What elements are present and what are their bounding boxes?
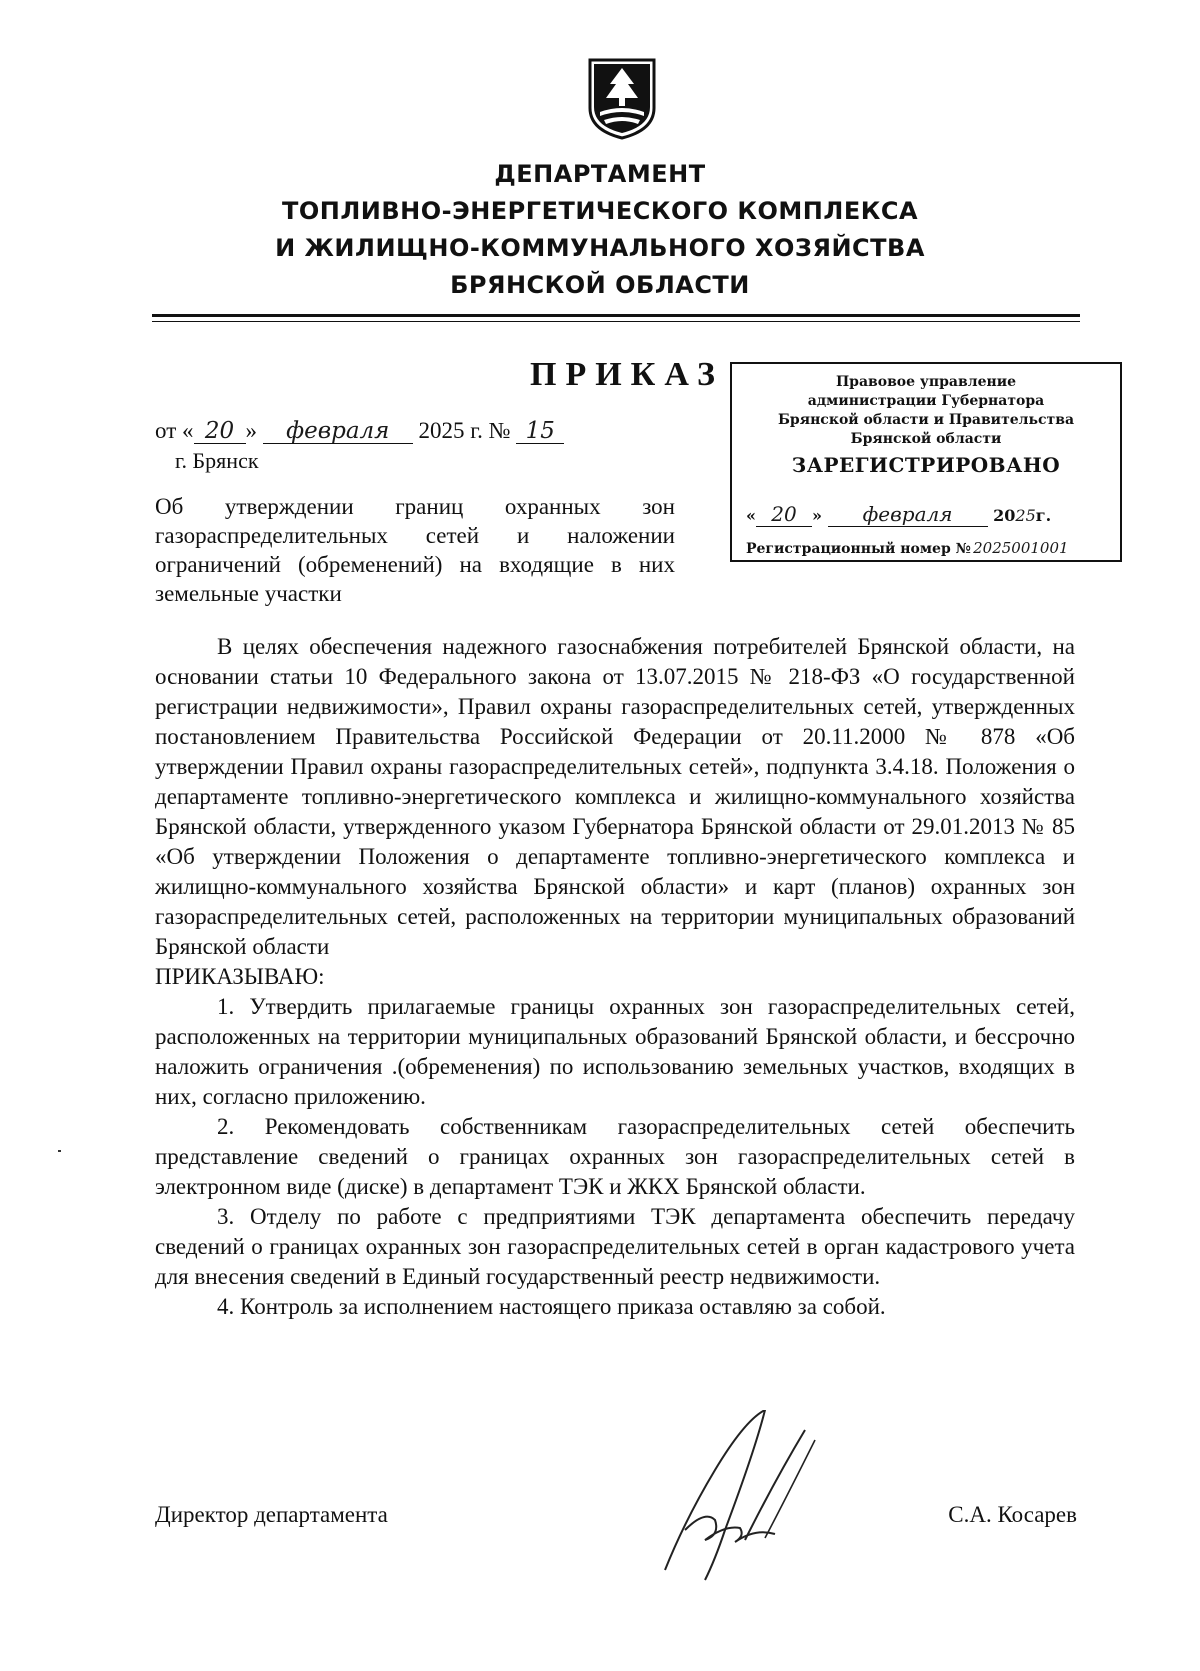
number-label: №: [488, 418, 511, 443]
order-item-3: 3. Отделу по работе с предприятиями ТЭК департамента обеспечить передачу сведений о границах охранных зон газораспределительных сетей в орган кадастрового учета для внесения сведений в Единый государственный реестр недвижимости.: [155, 1204, 1075, 1289]
signatory-role: Директор департамента: [155, 1502, 388, 1527]
date-mid: »: [245, 418, 257, 443]
stamp-status: ЗАРЕГИСТРИРОВАНО: [791, 453, 1061, 477]
signatory-name: С.А. Косарев: [948, 1502, 1077, 1527]
order-item-4: 4. Контроль за исполнением настоящего приказа оставляю за собой.: [217, 1294, 886, 1319]
date-month: февраля: [263, 419, 413, 444]
department-title-line-3: И ЖИЛИЩНО-КОММУНАЛЬНОГО ХОЗЯЙСТВА: [275, 234, 925, 262]
stamp-authority-line-2: администрации Губернатора: [807, 393, 1045, 409]
department-title-line-1: ДЕПАРТАМЕНТ: [494, 160, 706, 188]
header-divider-thick: [152, 314, 1080, 317]
order-word: ПРИКАЗЫВАЮ:: [155, 964, 325, 989]
preamble-paragraph: В целях обеспечения надежного газоснабжения потребителей Брянской области, на основании статьи 10 Федерального закона от 13.07.2015 № 218-ФЗ «О государственной регистрации недвижимости», Правил охраны газораспределительных сетей, утвержденных постановлением Правительства Российской Федерации от 20.11.2000 № 878 «Об утверждении Правил охраны газораспределительных сетей», подпункта 3.4.18. Положения о департаменте топливно-энергетического комплекса и жилищно-коммунального хозяйства Брянской области, утвержденного указом Губернатора Брянской области от 29.01.2013 № 85 «Об утверждении Положения о департаменте топливно-энергетического комплекса и жилищно-коммунального хозяйства Брянской области» и карт (планов) охранных зон газораспределительных сетей, расположенных на территории муниципальных образований Брянской области: [155, 634, 1075, 959]
registration-stamp: [730, 362, 1122, 562]
scan-speck: [58, 1150, 61, 1152]
city-label: г. Брянск: [175, 448, 259, 473]
order-item-2: 2. Рекомендовать собственникам газораспределительных сетей обеспечить представление сведений о границах охранных зон газораспределительных сетей в электронном виде (диске) в департамент ТЭК и ЖКХ Брянской области.: [155, 1114, 1075, 1199]
order-date-line: [155, 418, 564, 444]
stamp-authority-line-4: Брянской области: [850, 431, 1002, 447]
stamp-reg-number: 2025001001: [971, 536, 1071, 561]
header-divider-thin: [152, 321, 1080, 322]
stamp-year-prefix: 20: [993, 506, 1016, 525]
department-title-line-2: ТОПЛИВНО-ЭНЕРГЕТИЧЕСКОГО КОМПЛЕКСА: [281, 197, 919, 225]
document-title: ПРИКАЗ: [530, 356, 724, 393]
stamp-authority-line-3: Брянской области и Правительства: [777, 412, 1075, 428]
stamp-date: « 20 » февраля 2025г.: [746, 502, 1052, 526]
order-number: 15: [516, 419, 564, 444]
department-title-line-4: БРЯНСКОЙ ОБЛАСТИ: [450, 271, 750, 299]
order-item-1: 1. Утвердить прилагаемые границы охранных зон газораспределительных сетей, расположенных на территории муниципальных образований Брянской области, и бессрочно наложить ограничения .(обременения) по использованию земельных участков, входящих в них, согласно приложению.: [155, 994, 1075, 1109]
stamp-month: февраля: [828, 502, 988, 527]
handwritten-signature: [645, 1410, 845, 1585]
stamp-year-end: г.: [1035, 506, 1052, 525]
order-subject: Об утверждении границ охранных зон газораспределительных сетей и наложении ограничений (обременений) на входящие в них земельные участки: [155, 494, 675, 606]
stamp-authority-line-1: Правовое управление: [835, 374, 1017, 390]
date-day: 20: [194, 419, 246, 444]
stamp-registration: [746, 536, 1071, 561]
stamp-day: 20: [756, 502, 812, 527]
coat-of-arms-icon: [588, 58, 656, 140]
date-year: 2025 г.: [418, 418, 483, 443]
order-body: [155, 632, 1075, 1322]
stamp-authority: [732, 373, 1120, 449]
date-prefix: от «: [155, 418, 194, 443]
stamp-year-suffix: 25: [1015, 506, 1036, 525]
stamp-reg-label: Регистрационный номер №: [746, 541, 971, 557]
